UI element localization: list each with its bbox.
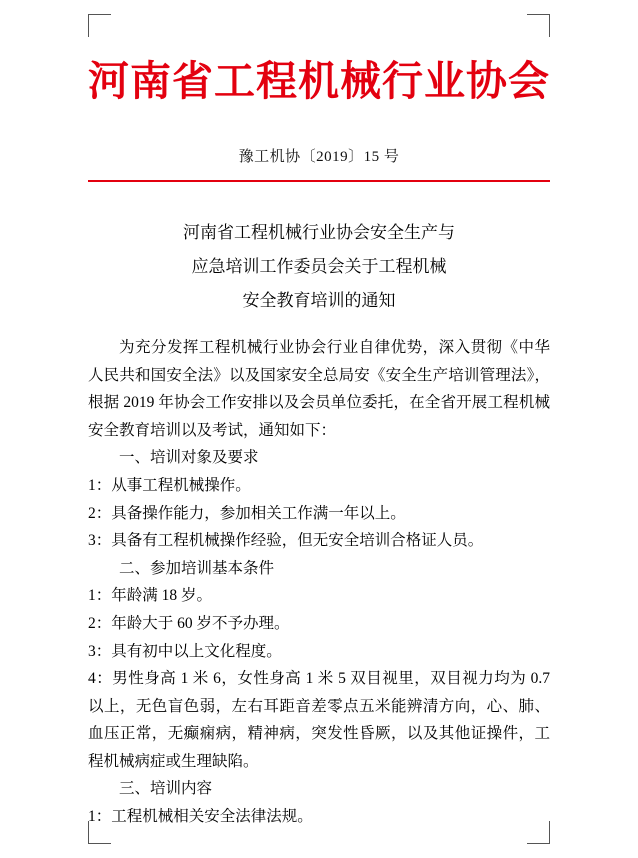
body-paragraph: 4：男性身高 1 米 6，女性身高 1 米 5 双目视里，双目视力均为 0.7 以上，无色盲色弱，左右耳距音差零点五米能辨清方向，心、肺、血压正常，无癫痫病，精神病，突发性昏厥，以及其他证操件，工程机械病症或生理缺陷。	[88, 670, 550, 770]
subject-line-3: 安全教育培训的通知	[242, 291, 396, 312]
document-subject	[88, 216, 550, 318]
body-paragraph: 2：年龄大于 60 岁不予办理。	[88, 614, 290, 632]
body-paragraph: 三、培训内容	[119, 780, 213, 798]
body-paragraph: 为充分发挥工程机械行业协会行业自律优势，深入贯彻《中华人民共和国安全法》以及国家安全总局安《安全生产培训管理法》，根据 2019 年协会工作安排以及会员单位委托，在全省开展工程机械安全教育培训以及考试，通知如下：	[88, 339, 550, 439]
red-divider-rule	[88, 180, 550, 182]
body-paragraph: 3：具备有工程机械操作经验，但无安全培训合格证人员。	[88, 532, 484, 550]
body-paragraph: 1：从事工程机械操作。	[88, 477, 251, 495]
subject-line-1: 河南省工程机械行业协会安全生产与	[183, 223, 455, 244]
body-paragraph: 3：具有初中以上文化程度。	[88, 642, 282, 660]
document-number: 豫工机协〔2019〕15 号	[238, 149, 400, 166]
subject-line-2: 应急培训工作委员会关于工程机械	[191, 257, 447, 278]
crop-mark-top-right	[527, 14, 550, 37]
body-paragraph: 1：工程机械相关安全法律法规。	[88, 807, 313, 825]
organization-title: 河南省工程机械行业协会	[88, 57, 550, 105]
crop-mark-top-left	[88, 14, 111, 37]
body-paragraph: 一、培训对象及要求	[119, 449, 259, 467]
document-content	[88, 40, 550, 831]
body-paragraph: 2：具备操作能力，参加相关工作满一年以上。	[88, 504, 406, 522]
document-body	[88, 334, 550, 830]
body-paragraph: 二、参加培训基本条件	[119, 559, 275, 577]
body-paragraph: 1：年龄满 18 岁。	[88, 587, 213, 605]
